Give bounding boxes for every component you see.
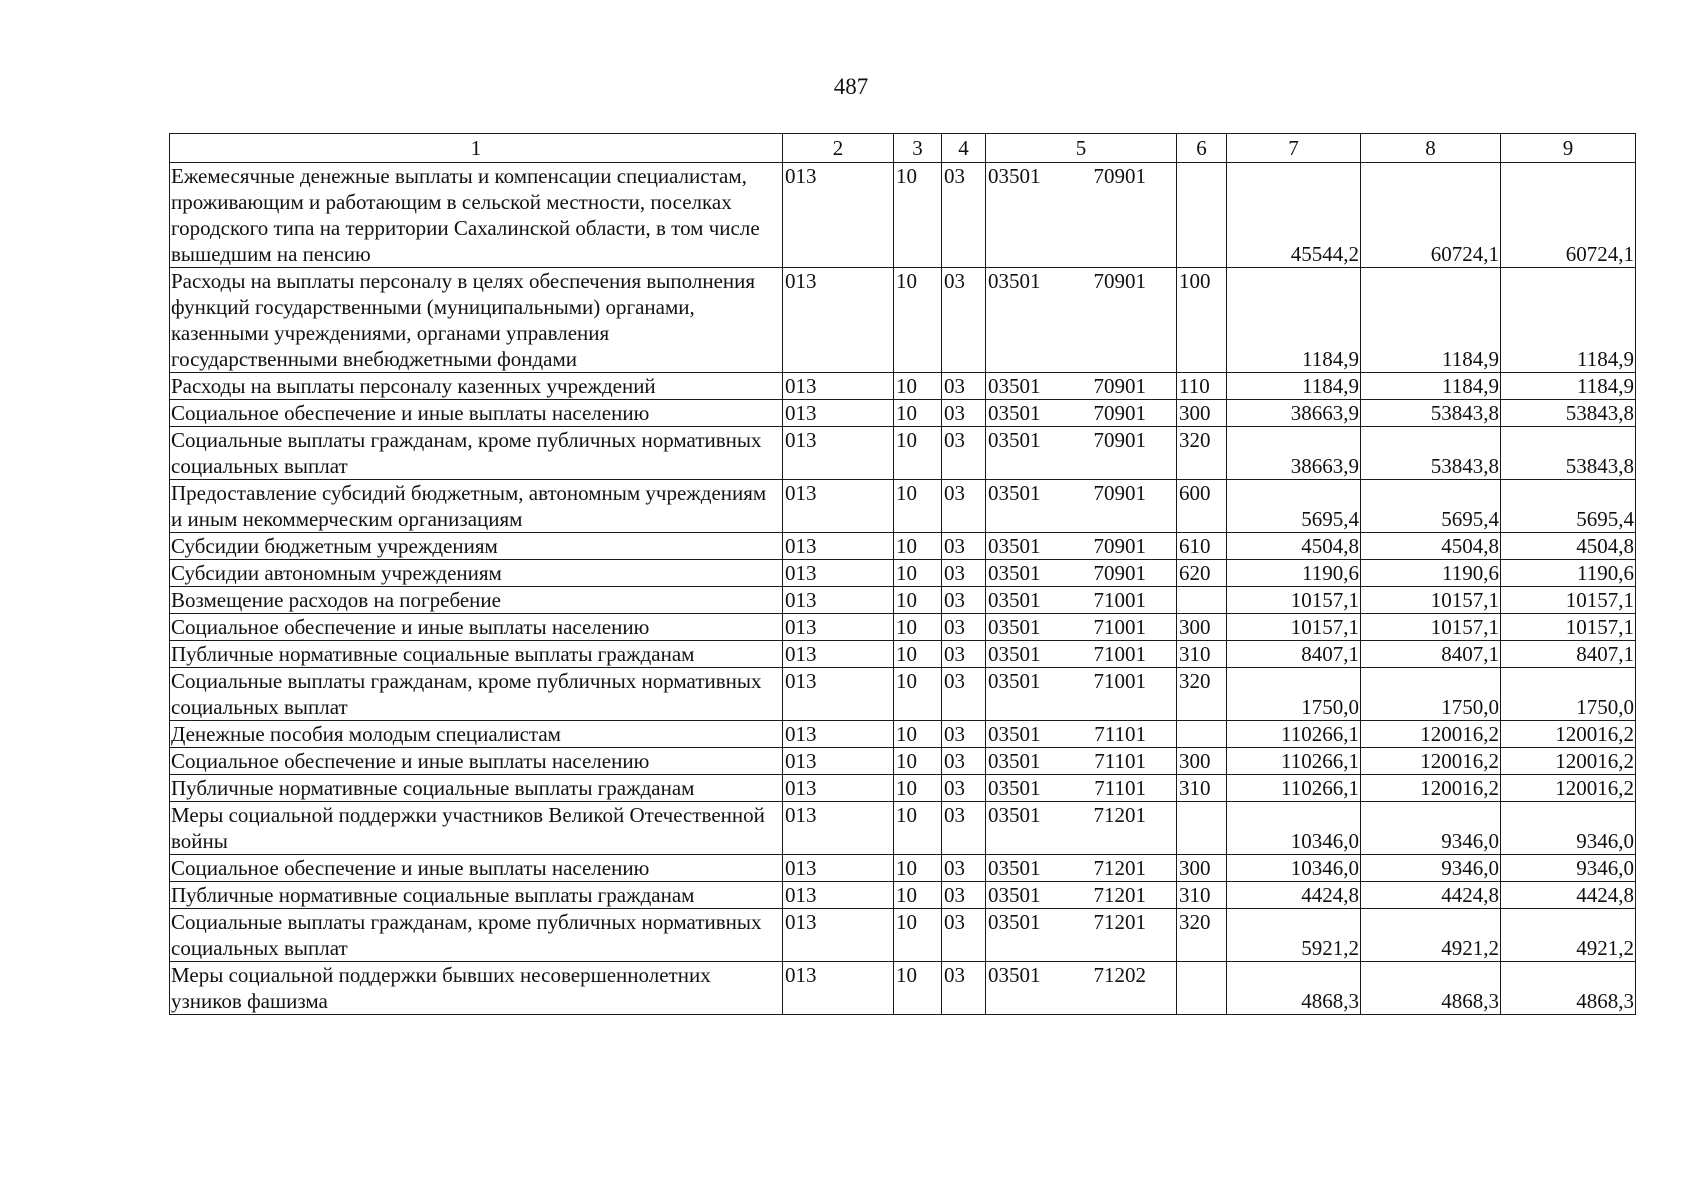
amount-col8-cell: 120016,2	[1361, 775, 1501, 802]
row-name-cell: Социальные выплаты гражданам, кроме публичных нормативных социальных выплат	[170, 668, 783, 721]
code-ministry-cell: 013	[783, 882, 894, 909]
table-row	[170, 962, 1636, 1015]
code-expense-type-cell	[1177, 587, 1227, 614]
code-ministry-cell: 013	[783, 268, 894, 373]
code-direction-part: 70901	[1093, 269, 1146, 293]
code-expense-type-cell: 300	[1177, 748, 1227, 775]
code-subsection-cell: 03	[942, 587, 986, 614]
code-expense-type-cell: 600	[1177, 480, 1227, 533]
amount-col9-cell: 4504,8	[1501, 533, 1636, 560]
code-target-cell	[986, 721, 1177, 748]
code-expense-type-cell: 310	[1177, 775, 1227, 802]
table-row	[170, 560, 1636, 587]
amount-col7-cell: 38663,9	[1227, 400, 1361, 427]
amount-col9-cell: 1190,6	[1501, 560, 1636, 587]
code-expense-type-cell	[1177, 962, 1227, 1015]
table-row	[170, 748, 1636, 775]
code-ministry-cell: 013	[783, 533, 894, 560]
table-row	[170, 909, 1636, 962]
code-section-cell: 10	[894, 587, 942, 614]
amount-col7-cell: 10346,0	[1227, 802, 1361, 855]
amount-col9-cell: 5695,4	[1501, 480, 1636, 533]
amount-col7-cell: 45544,2	[1227, 163, 1361, 268]
amount-col7-cell: 10157,1	[1227, 587, 1361, 614]
code-direction-part: 70901	[1093, 428, 1146, 452]
code-program-part: 03501	[988, 749, 1041, 773]
code-direction-part: 71101	[1094, 776, 1146, 800]
row-name-cell: Денежные пособия молодым специалистам	[170, 721, 783, 748]
code-section-cell: 10	[894, 163, 942, 268]
code-ministry-cell: 013	[783, 587, 894, 614]
code-ministry-cell: 013	[783, 962, 894, 1015]
amount-col7-cell: 1750,0	[1227, 668, 1361, 721]
code-ministry-cell: 013	[783, 855, 894, 882]
table-row	[170, 587, 1636, 614]
row-name-cell: Расходы на выплаты персоналу в целях обеспечения выполнения функций государственными (муниципальными) органами, казенными учреждениями, органами управления государственными внебюджетными фондами	[170, 268, 783, 373]
code-subsection-cell: 03	[942, 748, 986, 775]
amount-col7-cell: 8407,1	[1227, 641, 1361, 668]
code-subsection-cell: 03	[942, 668, 986, 721]
amount-col7-cell: 4424,8	[1227, 882, 1361, 909]
row-name-cell: Социальное обеспечение и иные выплаты населению	[170, 614, 783, 641]
row-name-cell: Публичные нормативные социальные выплаты гражданам	[170, 882, 783, 909]
code-subsection-cell: 03	[942, 962, 986, 1015]
code-section-cell: 10	[894, 962, 942, 1015]
amount-col9-cell: 4424,8	[1501, 882, 1636, 909]
amount-col9-cell: 120016,2	[1501, 721, 1636, 748]
code-subsection-cell: 03	[942, 721, 986, 748]
column-header: 8	[1361, 134, 1501, 163]
amount-col8-cell: 4504,8	[1361, 533, 1501, 560]
code-expense-type-cell: 310	[1177, 641, 1227, 668]
code-ministry-cell: 013	[783, 668, 894, 721]
amount-col9-cell: 120016,2	[1501, 775, 1636, 802]
code-section-cell: 10	[894, 560, 942, 587]
code-direction-part: 70901	[1093, 401, 1146, 425]
code-ministry-cell: 013	[783, 721, 894, 748]
code-program-part: 03501	[988, 722, 1041, 746]
table-row	[170, 802, 1636, 855]
column-header: 9	[1501, 134, 1636, 163]
code-expense-type-cell: 300	[1177, 400, 1227, 427]
budget-table	[169, 133, 1636, 1015]
code-ministry-cell: 013	[783, 641, 894, 668]
column-header: 2	[783, 134, 894, 163]
row-name-cell: Расходы на выплаты персоналу казенных учреждений	[170, 373, 783, 400]
code-subsection-cell: 03	[942, 641, 986, 668]
amount-col7-cell: 5695,4	[1227, 480, 1361, 533]
amount-col8-cell: 60724,1	[1361, 163, 1501, 268]
code-program-part: 03501	[988, 401, 1041, 425]
amount-col9-cell: 9346,0	[1501, 802, 1636, 855]
column-header: 3	[894, 134, 942, 163]
row-name-cell: Социальное обеспечение и иные выплаты населению	[170, 748, 783, 775]
code-ministry-cell: 013	[783, 373, 894, 400]
code-target-cell	[986, 268, 1177, 373]
amount-col7-cell: 110266,1	[1227, 775, 1361, 802]
row-name-cell: Публичные нормативные социальные выплаты гражданам	[170, 641, 783, 668]
amount-col7-cell: 110266,1	[1227, 721, 1361, 748]
column-header: 1	[170, 134, 783, 163]
amount-col8-cell: 9346,0	[1361, 802, 1501, 855]
code-expense-type-cell: 320	[1177, 668, 1227, 721]
table-row	[170, 163, 1636, 268]
code-ministry-cell: 013	[783, 775, 894, 802]
code-target-cell	[986, 641, 1177, 668]
code-direction-part: 71201	[1093, 883, 1146, 907]
code-program-part: 03501	[988, 561, 1041, 585]
code-target-cell	[986, 748, 1177, 775]
column-header: 5	[986, 134, 1177, 163]
row-name-cell: Социальные выплаты гражданам, кроме публичных нормативных социальных выплат	[170, 427, 783, 480]
code-target-cell	[986, 909, 1177, 962]
table-row	[170, 882, 1636, 909]
code-subsection-cell: 03	[942, 855, 986, 882]
table-header-row	[170, 134, 1636, 163]
amount-col8-cell: 53843,8	[1361, 400, 1501, 427]
amount-col8-cell: 4921,2	[1361, 909, 1501, 962]
code-ministry-cell: 013	[783, 163, 894, 268]
code-subsection-cell: 03	[942, 427, 986, 480]
amount-col7-cell: 1184,9	[1227, 268, 1361, 373]
amount-col9-cell: 4921,2	[1501, 909, 1636, 962]
code-target-cell	[986, 560, 1177, 587]
code-ministry-cell: 013	[783, 909, 894, 962]
amount-col7-cell: 110266,1	[1227, 748, 1361, 775]
code-direction-part: 71001	[1093, 669, 1146, 693]
amount-col9-cell: 53843,8	[1501, 427, 1636, 480]
code-ministry-cell: 013	[783, 480, 894, 533]
amount-col8-cell: 10157,1	[1361, 587, 1501, 614]
code-expense-type-cell: 100	[1177, 268, 1227, 373]
amount-col9-cell: 120016,2	[1501, 748, 1636, 775]
code-section-cell: 10	[894, 775, 942, 802]
code-program-part: 03501	[988, 269, 1041, 293]
code-direction-part: 71001	[1093, 615, 1146, 639]
code-program-part: 03501	[988, 803, 1041, 827]
row-name-cell: Меры социальной поддержки бывших несовершеннолетних узников фашизма	[170, 962, 783, 1015]
code-target-cell	[986, 533, 1177, 560]
code-subsection-cell: 03	[942, 373, 986, 400]
amount-col9-cell: 4868,3	[1501, 962, 1636, 1015]
code-target-cell	[986, 400, 1177, 427]
code-section-cell: 10	[894, 668, 942, 721]
code-program-part: 03501	[988, 428, 1041, 452]
code-expense-type-cell: 300	[1177, 855, 1227, 882]
table-row	[170, 721, 1636, 748]
row-name-cell: Субсидии автономным учреждениям	[170, 560, 783, 587]
amount-col7-cell: 1190,6	[1227, 560, 1361, 587]
code-section-cell: 10	[894, 802, 942, 855]
code-target-cell	[986, 802, 1177, 855]
row-name-cell: Предоставление субсидий бюджетным, автономным учреждениям и иным некоммерческим организациям	[170, 480, 783, 533]
code-program-part: 03501	[988, 642, 1041, 666]
amount-col8-cell: 5695,4	[1361, 480, 1501, 533]
amount-col7-cell: 38663,9	[1227, 427, 1361, 480]
code-direction-part: 71101	[1094, 749, 1146, 773]
code-ministry-cell: 013	[783, 802, 894, 855]
code-target-cell	[986, 775, 1177, 802]
code-direction-part: 71201	[1093, 856, 1146, 880]
code-target-cell	[986, 614, 1177, 641]
amount-col8-cell: 53843,8	[1361, 427, 1501, 480]
amount-col7-cell: 10157,1	[1227, 614, 1361, 641]
code-direction-part: 71202	[1093, 963, 1146, 987]
code-expense-type-cell: 610	[1177, 533, 1227, 560]
code-section-cell: 10	[894, 268, 942, 373]
amount-col8-cell: 4424,8	[1361, 882, 1501, 909]
amount-col9-cell: 10157,1	[1501, 587, 1636, 614]
amount-col8-cell: 8407,1	[1361, 641, 1501, 668]
amount-col8-cell: 9346,0	[1361, 855, 1501, 882]
code-direction-part: 71201	[1093, 803, 1146, 827]
code-expense-type-cell: 320	[1177, 909, 1227, 962]
amount-col9-cell: 8407,1	[1501, 641, 1636, 668]
code-section-cell: 10	[894, 882, 942, 909]
amount-col8-cell: 1184,9	[1361, 268, 1501, 373]
code-subsection-cell: 03	[942, 560, 986, 587]
row-name-cell: Возмещение расходов на погребение	[170, 587, 783, 614]
row-name-cell: Публичные нормативные социальные выплаты гражданам	[170, 775, 783, 802]
code-target-cell	[986, 427, 1177, 480]
code-target-cell	[986, 668, 1177, 721]
code-target-cell	[986, 480, 1177, 533]
code-ministry-cell: 013	[783, 560, 894, 587]
code-direction-part: 70901	[1093, 164, 1146, 188]
amount-col8-cell: 10157,1	[1361, 614, 1501, 641]
code-expense-type-cell: 110	[1177, 373, 1227, 400]
code-section-cell: 10	[894, 748, 942, 775]
code-section-cell: 10	[894, 480, 942, 533]
code-subsection-cell: 03	[942, 480, 986, 533]
table-body	[170, 163, 1636, 1015]
code-program-part: 03501	[988, 963, 1041, 987]
table-row	[170, 855, 1636, 882]
code-ministry-cell: 013	[783, 748, 894, 775]
code-direction-part: 71101	[1094, 722, 1146, 746]
table-row	[170, 668, 1636, 721]
amount-col9-cell: 10157,1	[1501, 614, 1636, 641]
amount-col8-cell: 120016,2	[1361, 748, 1501, 775]
table-row	[170, 427, 1636, 480]
code-subsection-cell: 03	[942, 268, 986, 373]
code-direction-part: 70901	[1093, 534, 1146, 558]
code-section-cell: 10	[894, 373, 942, 400]
code-subsection-cell: 03	[942, 400, 986, 427]
table-row	[170, 775, 1636, 802]
amount-col9-cell: 9346,0	[1501, 855, 1636, 882]
code-expense-type-cell	[1177, 163, 1227, 268]
amount-col7-cell: 4504,8	[1227, 533, 1361, 560]
code-subsection-cell: 03	[942, 775, 986, 802]
code-target-cell	[986, 882, 1177, 909]
amount-col7-cell: 1184,9	[1227, 373, 1361, 400]
amount-col8-cell: 1190,6	[1361, 560, 1501, 587]
row-name-cell: Субсидии бюджетным учреждениям	[170, 533, 783, 560]
code-program-part: 03501	[988, 776, 1041, 800]
code-section-cell: 10	[894, 909, 942, 962]
amount-col7-cell: 4868,3	[1227, 962, 1361, 1015]
code-expense-type-cell: 300	[1177, 614, 1227, 641]
code-subsection-cell: 03	[942, 614, 986, 641]
column-header: 7	[1227, 134, 1361, 163]
code-target-cell	[986, 855, 1177, 882]
row-name-cell: Социальное обеспечение и иные выплаты населению	[170, 855, 783, 882]
page-number: 487	[833, 74, 869, 99]
amount-col8-cell: 1750,0	[1361, 668, 1501, 721]
code-ministry-cell: 013	[783, 400, 894, 427]
code-target-cell	[986, 587, 1177, 614]
amount-col9-cell: 60724,1	[1501, 163, 1636, 268]
amount-col9-cell: 1750,0	[1501, 668, 1636, 721]
table-row	[170, 533, 1636, 560]
code-target-cell	[986, 962, 1177, 1015]
code-target-cell	[986, 163, 1177, 268]
row-name-cell: Ежемесячные денежные выплаты и компенсации специалистам, проживающим и работающим в сельской местности, поселках городского типа на территории Сахалинской области, в том числе вышедшим на пенсию	[170, 163, 783, 268]
code-expense-type-cell: 310	[1177, 882, 1227, 909]
table-row	[170, 480, 1636, 533]
code-direction-part: 71201	[1093, 910, 1146, 934]
code-section-cell: 10	[894, 641, 942, 668]
code-program-part: 03501	[988, 588, 1041, 612]
code-program-part: 03501	[988, 883, 1041, 907]
code-subsection-cell: 03	[942, 163, 986, 268]
code-subsection-cell: 03	[942, 802, 986, 855]
code-subsection-cell: 03	[942, 533, 986, 560]
code-section-cell: 10	[894, 721, 942, 748]
code-program-part: 03501	[988, 534, 1041, 558]
table-row	[170, 641, 1636, 668]
amount-col9-cell: 1184,9	[1501, 268, 1636, 373]
table-row	[170, 268, 1636, 373]
amount-col8-cell: 4868,3	[1361, 962, 1501, 1015]
code-expense-type-cell: 620	[1177, 560, 1227, 587]
amount-col7-cell: 5921,2	[1227, 909, 1361, 962]
code-expense-type-cell	[1177, 721, 1227, 748]
amount-col7-cell: 10346,0	[1227, 855, 1361, 882]
row-name-cell: Социальные выплаты гражданам, кроме публичных нормативных социальных выплат	[170, 909, 783, 962]
code-section-cell: 10	[894, 533, 942, 560]
row-name-cell: Социальное обеспечение и иные выплаты населению	[170, 400, 783, 427]
code-program-part: 03501	[988, 374, 1041, 398]
code-program-part: 03501	[988, 615, 1041, 639]
amount-col8-cell: 120016,2	[1361, 721, 1501, 748]
code-program-part: 03501	[988, 910, 1041, 934]
amount-col8-cell: 1184,9	[1361, 373, 1501, 400]
code-subsection-cell: 03	[942, 882, 986, 909]
code-program-part: 03501	[988, 164, 1041, 188]
code-section-cell: 10	[894, 614, 942, 641]
code-direction-part: 70901	[1093, 481, 1146, 505]
code-section-cell: 10	[894, 855, 942, 882]
table-row	[170, 400, 1636, 427]
code-direction-part: 70901	[1093, 561, 1146, 585]
column-header: 6	[1177, 134, 1227, 163]
code-ministry-cell: 013	[783, 614, 894, 641]
column-header: 4	[942, 134, 986, 163]
code-direction-part: 70901	[1093, 374, 1146, 398]
table-row	[170, 614, 1636, 641]
code-expense-type-cell	[1177, 802, 1227, 855]
code-program-part: 03501	[988, 856, 1041, 880]
code-subsection-cell: 03	[942, 909, 986, 962]
table-row	[170, 373, 1636, 400]
code-direction-part: 71001	[1093, 642, 1146, 666]
row-name-cell: Меры социальной поддержки участников Великой Отечественной войны	[170, 802, 783, 855]
code-section-cell: 10	[894, 400, 942, 427]
code-program-part: 03501	[988, 481, 1041, 505]
amount-col9-cell: 53843,8	[1501, 400, 1636, 427]
amount-col9-cell: 1184,9	[1501, 373, 1636, 400]
code-program-part: 03501	[988, 669, 1041, 693]
code-direction-part: 71001	[1093, 588, 1146, 612]
code-target-cell	[986, 373, 1177, 400]
code-expense-type-cell: 320	[1177, 427, 1227, 480]
code-section-cell: 10	[894, 427, 942, 480]
code-ministry-cell: 013	[783, 427, 894, 480]
